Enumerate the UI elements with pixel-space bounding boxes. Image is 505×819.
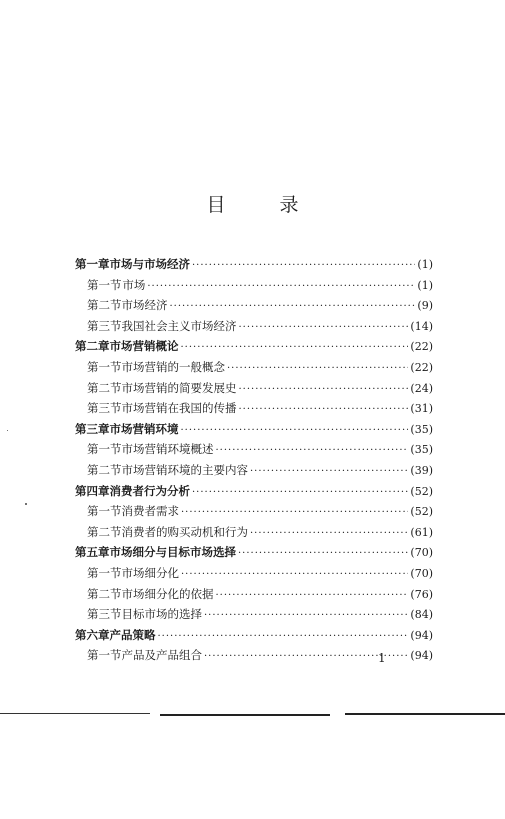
toc-entry-title: 消费者行为分析 [109,483,190,498]
toc-entry-page: (1) [417,258,433,271]
toc-entry-number: 第一节 [87,359,122,374]
toc-entry-title: 市场营销概论 [109,339,179,354]
toc-entry-page: (61) [410,525,433,539]
scan-speck [7,430,8,431]
table-of-contents [75,256,433,668]
toc-section-entry [75,400,433,421]
toc-section-entry [75,277,433,298]
toc-entry-number: 第三章 [75,421,110,436]
toc-entry-page: (22) [410,340,433,354]
toc-entry-title: 市场 [122,277,146,292]
toc-entry-number: 第二节 [87,586,122,601]
toc-entry-page: (70) [410,566,433,580]
toc-entry-number: 第一节 [87,277,122,292]
toc-entry-page: (9) [417,299,433,313]
toc-entry-number: 第一节 [87,504,122,519]
toc-entry-title: 市场营销环境概述 [121,442,214,457]
toc-entry-page: (76) [410,587,433,601]
toc-entry-title: 消费者需求 [121,504,179,519]
toc-chapter-entry [75,627,433,648]
toc-dot-leader [250,466,408,477]
toc-dot-leader [250,528,408,539]
toc-entry-number: 第二节 [87,462,122,477]
toc-dot-leader [216,590,409,601]
toc-entry-number: 第三节 [87,318,122,333]
toc-dot-leader [181,425,409,436]
toc-entry-title: 市场细分化的依据 [121,586,214,601]
toc-entry-number: 第四章 [75,483,110,498]
toc-dot-leader [204,610,408,621]
toc-entry-title: 市场与市场经济 [109,257,190,271]
toc-entry-number: 第二节 [87,298,122,313]
toc-entry-number: 第一章 [75,257,110,271]
scan-speck [25,503,27,505]
toc-entry-number: 第三节 [87,401,122,416]
toc-entry-title: 市场营销的一般概念 [121,359,225,374]
page-number: 1 [378,651,386,665]
toc-entry-number: 第二章 [75,339,110,354]
toc-section-entry [75,503,433,524]
toc-entry-title: 产品及产品组合 [121,648,202,663]
toc-section-entry [75,297,433,318]
toc-section-entry [75,359,433,380]
toc-entry-title: 市场营销在我国的传播 [121,401,237,416]
toc-entry-page: (24) [410,381,433,395]
toc-dot-leader [239,404,409,415]
toc-entry-title: 目标市场的选择 [121,607,202,622]
toc-dot-leader [181,569,408,580]
toc-chapter-entry [75,256,433,277]
toc-chapter-entry [75,483,433,504]
toc-chapter-entry [75,338,433,359]
toc-dot-leader [227,363,408,374]
toc-entry-title: 市场营销环境的主要内容 [121,462,248,477]
toc-entry-page: (35) [410,443,433,457]
page-title: 目 录 [206,194,323,216]
toc-entry-number: 第一节 [87,565,122,580]
toc-entry-page: (1) [417,278,433,292]
toc-entry-number: 第二节 [87,380,122,395]
toc-entry-title: 市场细分化 [121,565,179,580]
toc-entry-number: 第一节 [87,648,122,663]
toc-dot-leader [147,281,415,292]
toc-section-entry [75,565,433,586]
toc-section-entry [75,380,433,401]
toc-entry-page: (94) [410,649,433,663]
toc-dot-leader [158,631,409,642]
bottom-rule-right [345,713,505,715]
toc-entry-title: 我国社会主义市场经济 [121,318,237,333]
toc-section-entry [75,441,433,462]
toc-dot-leader [192,487,408,498]
toc-entry-page: (39) [410,463,433,477]
toc-entry-page: (22) [410,360,433,374]
toc-entry-page: (31) [410,402,433,416]
toc-chapter-entry [75,421,433,442]
toc-entry-page: (70) [410,546,433,560]
toc-entry-page: (52) [410,484,433,498]
toc-chapter-entry [75,544,433,565]
toc-entry-number: 第一节 [87,442,122,457]
toc-entry-number: 第六章 [75,627,110,642]
toc-entry-page: (84) [410,608,433,622]
toc-dot-leader [170,301,416,312]
toc-entry-title: 市场营销环境 [109,421,179,436]
toc-dot-leader [239,322,409,333]
toc-entry-number: 第二节 [87,524,122,539]
toc-section-entry [75,462,433,483]
toc-entry-page: (35) [410,422,433,436]
toc-entry-title: 消费者的购买动机和行为 [121,524,248,539]
toc-dot-leader [239,384,409,395]
toc-entry-title: 产品策略 [109,627,156,642]
toc-entry-title: 市场经济 [121,298,168,313]
bottom-rule-middle [160,714,330,716]
bottom-rule-left [0,713,150,714]
toc-entry-page: (14) [410,319,433,333]
toc-section-entry [75,318,433,339]
toc-entry-title: 市场细分与目标市场选择 [109,545,236,560]
toc-dot-leader [181,507,408,518]
toc-entry-number: 第三节 [87,607,122,622]
toc-dot-leader [216,445,409,456]
toc-entry-page: (94) [410,628,433,642]
toc-section-entry [75,524,433,545]
toc-section-entry [75,606,433,627]
toc-dot-leader [181,342,409,353]
toc-entry-page: (52) [410,505,433,519]
toc-dot-leader [238,548,408,559]
toc-entry-title: 市场营销的简要发展史 [121,380,237,395]
toc-entry-number: 第五章 [75,545,110,560]
toc-section-entry [75,586,433,607]
toc-dot-leader [192,260,415,271]
